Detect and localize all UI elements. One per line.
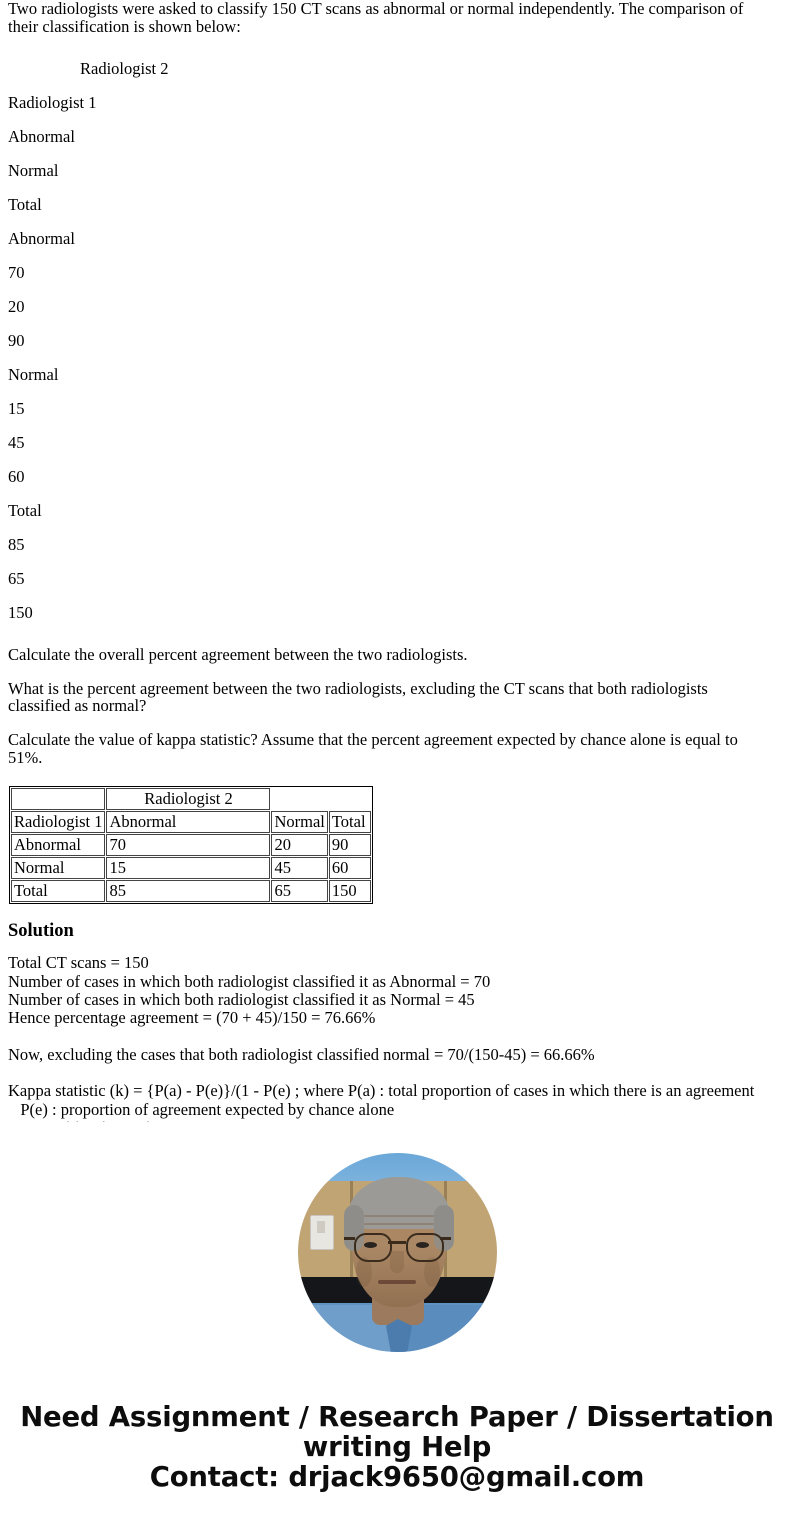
solution-line: Hence percentage agreement = (70 + 45)/150 = 76.66% [8, 1008, 376, 1028]
table-row [11, 880, 371, 902]
spacer [0, 766, 794, 782]
solution-block-1 [0, 954, 794, 1028]
solution-heading: Solution [8, 921, 74, 942]
spacer [0, 1028, 794, 1046]
photo-eyeglass-bridge [388, 1241, 406, 1244]
spacer [0, 715, 794, 731]
flow-line-90: 90 [8, 331, 25, 351]
intro-paragraph: Two radiologists were asked to classify 150 CT scans as abnormal or normal independently. The comparison of their classification is shown below: [8, 0, 744, 36]
table-row [11, 834, 371, 856]
avatar-image [298, 1153, 497, 1352]
table-cell-value: 150 [329, 880, 371, 902]
table-cell-value: 45 [271, 857, 327, 879]
table-row-column-headers [11, 811, 371, 833]
flow-line-normal-2: Normal [8, 365, 59, 385]
question-1: Calculate the overall percent agreement between the two radiologists. [8, 645, 468, 665]
flow-line-abnormal-1: Abnormal [8, 127, 75, 147]
spacer [0, 1064, 794, 1082]
flow-line-15: 15 [8, 399, 25, 419]
spacer [0, 35, 794, 52]
photo-light-switch [310, 1215, 334, 1250]
flow-line-85: 85 [8, 535, 25, 555]
flow-line-150: 150 [8, 603, 33, 623]
table-cell-value: 20 [271, 834, 327, 856]
table-row [11, 857, 371, 879]
solution-line: P(e) : proportion of agreement expected by chance alone [8, 1099, 395, 1119]
photo-eyeglass-temple-left [344, 1237, 355, 1240]
table-cell-value: 15 [106, 857, 270, 879]
table-cell-value: 65 [271, 880, 327, 902]
contingency-table [9, 786, 373, 904]
solution-line: Number of cases in which both radiologist classified it as Normal = 45 [8, 989, 475, 1009]
spacer [0, 664, 794, 680]
photo-forehead-line [364, 1223, 434, 1225]
flow-line-radiologist2: Radiologist 2 [80, 59, 169, 79]
contingency-table-wrapper [0, 782, 794, 904]
spacer [0, 904, 794, 920]
solution-line: Now, excluding the cases that both radiologist classified normal = 70/(150-45) = 66.66% [8, 1044, 595, 1064]
table-cell-value: 60 [329, 857, 371, 879]
photo-mouth [378, 1280, 416, 1284]
table-cell-value: 85 [106, 880, 270, 902]
flow-line-20: 20 [8, 297, 25, 317]
flow-line-radiologist1: Radiologist 1 [8, 93, 97, 113]
flow-line-normal-1: Normal [8, 161, 59, 181]
photo-eyeglass-temple-right [440, 1237, 451, 1240]
question-3: Calculate the value of kappa statistic? Assume that the percent agreement expected by chance alone is equal to 51%. [8, 729, 738, 767]
flow-line-45: 45 [8, 433, 25, 453]
table-cell-header-total: Total [329, 811, 371, 833]
table-cell-empty-corner [11, 788, 105, 810]
footer-line-2: writing Help [302, 1431, 492, 1463]
solution-line: Kappa statistic (k) = {P(a) - P(e)}/(1 - P(e) ; where P(a) : total proportion of cases in which there is an agreement [8, 1081, 755, 1101]
question-2: What is the percent agreement between the two radiologists, excluding the CT scans that both radiologists classified as normal? [8, 678, 708, 716]
spacer [0, 630, 794, 646]
flow-line-total-2: Total [8, 501, 42, 521]
footer-line-3: Contact: drjack9650@gmail.com [149, 1461, 645, 1493]
table-cell-header-abnormal: Abnormal [106, 811, 270, 833]
table-cell-row-label: Normal [11, 857, 105, 879]
photo-forehead-line [364, 1215, 434, 1217]
photo-eye-left [364, 1242, 377, 1248]
table-row-span-header [11, 788, 371, 810]
flow-line-total-1: Total [8, 195, 42, 215]
table-cell-value: 70 [106, 834, 270, 856]
avatar [298, 1153, 497, 1352]
table-cell-value: 90 [329, 834, 371, 856]
table-cell-row-label: Abnormal [11, 834, 105, 856]
table-cell-radiologist1-corner: Radiologist 1 [11, 811, 105, 833]
table-cell-header-normal: Normal [271, 811, 327, 833]
flow-line-70: 70 [8, 263, 25, 283]
footer-promo [0, 1402, 794, 1492]
footer-line-1: Need Assignment / Research Paper / Dissertation [20, 1401, 774, 1433]
photo-eye-right [416, 1242, 429, 1248]
solution-line: Total CT scans = 150 [8, 953, 149, 973]
flow-line-abnormal-2: Abnormal [8, 229, 75, 249]
solution-line: Number of cases in which both radiologist classified it as Abnormal = 70 [8, 971, 491, 991]
table-cell-radiologist2-span: Radiologist 2 [106, 788, 270, 810]
table-cell-row-label: Total [11, 880, 105, 902]
flow-line-65: 65 [8, 569, 25, 589]
flow-line-60: 60 [8, 467, 25, 487]
photo-nose [390, 1251, 404, 1273]
solution-block-2 [0, 1046, 794, 1064]
